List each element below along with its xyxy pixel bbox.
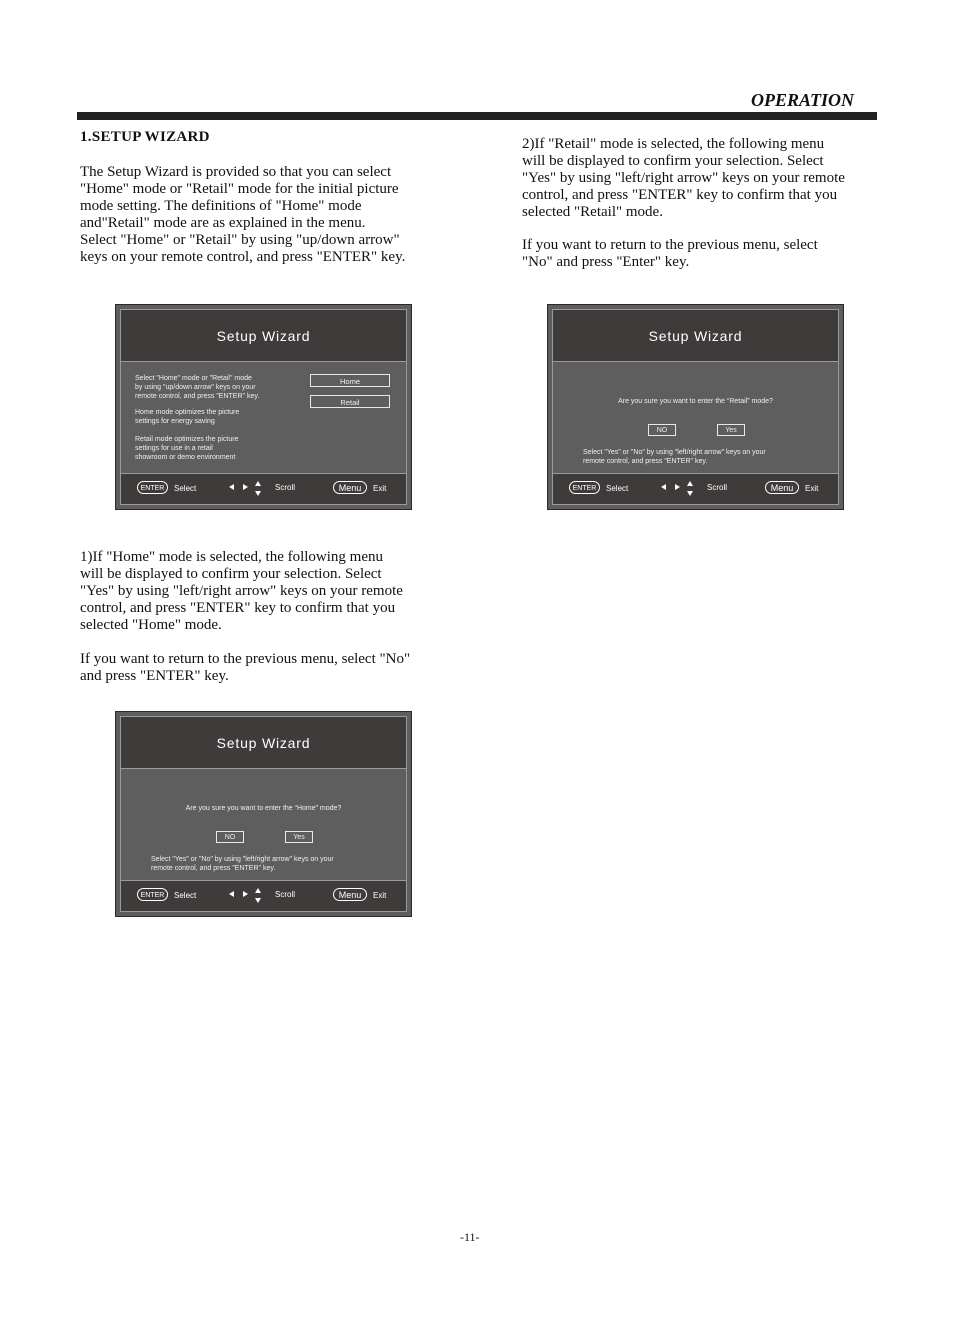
text-line: Select "Home" mode or "Retail" mode	[135, 375, 252, 382]
retail-option-button[interactable]: Retail	[310, 395, 390, 408]
osd-title: Setup Wizard	[216, 734, 311, 751]
select-label: Select	[606, 484, 629, 493]
osd-mode-select	[115, 304, 412, 510]
confirm-hint	[583, 448, 766, 466]
scroll-label: Scroll	[275, 483, 296, 492]
scroll-label: Scroll	[707, 483, 728, 492]
osd-body	[121, 362, 406, 477]
osd-footer	[121, 880, 406, 911]
exit-label: Exit	[373, 891, 387, 900]
page-number: -11-	[460, 1230, 480, 1244]
osd-home-confirm	[115, 711, 412, 917]
osd-titlebar	[121, 310, 406, 362]
enter-key-icon: ENTER	[569, 481, 600, 494]
text-line: selected "Home" mode.	[80, 617, 222, 633]
arrow-keys-icon	[228, 888, 264, 904]
exit-label: Exit	[373, 484, 387, 493]
exit-label: Exit	[805, 484, 819, 493]
text-line: "Home" mode or "Retail" mode for the initial picture	[80, 181, 399, 197]
mode-instruction	[135, 374, 259, 401]
yes-button[interactable]: Yes	[285, 831, 313, 843]
text-line: Home mode optimizes the picture	[135, 409, 240, 416]
yes-button[interactable]: Yes	[717, 424, 745, 436]
menu-key-icon: Menu	[333, 888, 367, 901]
home-instructions	[80, 549, 403, 634]
text-line: will be displayed to confirm your selection. Select	[80, 566, 382, 582]
text-line: and"Retail" mode are as explained in the menu.	[80, 215, 366, 231]
osd-footer	[121, 473, 406, 504]
text-line: "No" and press "Enter" key.	[522, 254, 690, 270]
text-line: Select "Yes" or "No" by using "left/right arrow" keys on your	[151, 856, 334, 863]
text-line: "Yes" by using "left/right arrow" keys on your remote	[522, 170, 845, 186]
home-confirm-question: Are you sure you want to enter the “Home” mode?	[185, 805, 342, 812]
text-line: remote control, and press "ENTER" key.	[135, 393, 260, 400]
osd-retail-confirm	[547, 304, 844, 510]
scroll-label: Scroll	[275, 890, 296, 899]
home-return-note	[80, 651, 410, 685]
osd-titlebar	[121, 717, 406, 769]
intro-paragraph	[80, 164, 405, 266]
no-button[interactable]: NO	[216, 831, 244, 843]
header-rule	[77, 112, 877, 120]
setup-wizard-heading: 1.SETUP WIZARD	[80, 129, 210, 145]
text-line: showroom or demo environment	[135, 454, 236, 461]
retail-instructions	[522, 136, 845, 221]
text-line: Retail mode optimizes the picture	[135, 436, 239, 443]
text-line: The Setup Wizard is provided so that you can select	[80, 164, 392, 180]
osd-body	[121, 769, 406, 884]
text-line: keys on your remote control, and press "ENTER" key.	[80, 249, 406, 265]
text-line: settings for use in a retail	[135, 445, 213, 452]
text-line: settings for energy saving	[135, 418, 215, 425]
text-line: will be displayed to confirm your selection. Select	[522, 153, 824, 169]
select-label: Select	[174, 891, 197, 900]
select-label: Select	[174, 484, 197, 493]
text-line: Select "Home" or "Retail" by using "up/down arrow"	[80, 232, 400, 248]
text-line: remote control, and press "ENTER" key.	[583, 458, 708, 465]
home-option-button[interactable]: Home	[310, 374, 390, 387]
osd-body	[553, 362, 838, 477]
text-line: 1)If "Home" mode is selected, the following menu	[80, 549, 384, 565]
home-mode-description	[135, 408, 239, 426]
text-line: and press "ENTER" key.	[80, 668, 229, 684]
arrow-keys-icon	[660, 481, 696, 497]
text-line: selected "Retail" mode.	[522, 204, 663, 220]
no-button[interactable]: NO	[648, 424, 676, 436]
arrow-keys-icon	[228, 481, 264, 497]
osd-title: Setup Wizard	[216, 327, 311, 344]
retail-mode-description	[135, 435, 239, 462]
text-line: by using "up/down arrow" keys on your	[135, 384, 256, 391]
text-line: If you want to return to the previous menu, select	[522, 237, 818, 253]
text-line: "Yes" by using "left/right arrow" keys on your remote	[80, 583, 403, 599]
menu-key-icon: Menu	[765, 481, 799, 494]
text-line: control, and press "ENTER" key to confirm that you	[80, 600, 396, 616]
menu-key-icon: Menu	[333, 481, 367, 494]
text-line: mode setting. The definitions of "Home" mode	[80, 198, 362, 214]
text-line: 2)If "Retail" mode is selected, the following menu	[522, 136, 825, 152]
osd-title: Setup Wizard	[648, 327, 743, 344]
osd-footer	[553, 473, 838, 504]
enter-key-icon: ENTER	[137, 481, 168, 494]
retail-return-note	[522, 237, 818, 271]
confirm-hint	[151, 855, 334, 873]
text-line: Select "Yes" or "No" by using "left/right arrow" keys on your	[583, 449, 766, 456]
enter-key-icon: ENTER	[137, 888, 168, 901]
text-line: remote control, and press "ENTER" key.	[151, 865, 276, 872]
text-line: control, and press "ENTER" key to confirm that you	[522, 187, 838, 203]
osd-titlebar	[553, 310, 838, 362]
retail-confirm-question: Are you sure you want to enter the “Retail” mode?	[618, 398, 773, 405]
section-title: OPERATION	[751, 90, 855, 110]
text-line: If you want to return to the previous menu, select "No"	[80, 651, 411, 667]
